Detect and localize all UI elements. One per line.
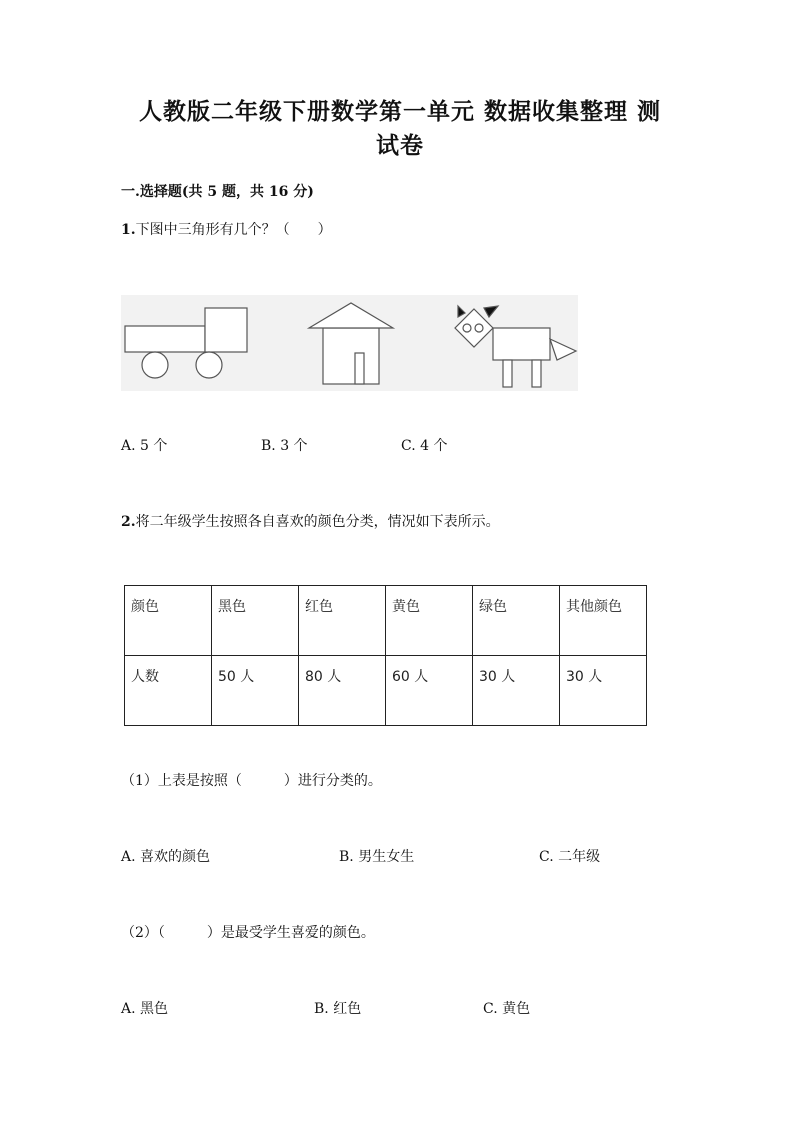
page-title-line2: 试卷 [376, 132, 424, 159]
table-cell: 30 人 [560, 656, 647, 726]
truck-cab [205, 308, 247, 352]
table-cell: 人数 [125, 656, 212, 726]
question-1-text: 下图中三角形有几个？（ ） [135, 222, 332, 238]
question-2-number: 2. [121, 514, 136, 530]
sub2-option-a[interactable]: A. 黑色 [121, 1001, 169, 1017]
question-2-text: 将二年级学生按照各自喜欢的颜色分类，情况如下表所示。 [135, 514, 500, 530]
table-cell: 80 人 [299, 656, 386, 726]
animal-leg [503, 360, 512, 387]
table-cell: 30 人 [473, 656, 560, 726]
animal-body [493, 328, 550, 360]
sub2-option-b[interactable]: B. 红色 [314, 1001, 362, 1017]
table-header-cell: 黄色 [386, 586, 473, 656]
q1-option-a[interactable]: A. 5 个 [121, 438, 168, 454]
q1-option-b[interactable]: B. 3 个 [261, 438, 308, 454]
question-2 [121, 511, 500, 531]
table-cell: 50 人 [212, 656, 299, 726]
table-header-cell: 其他颜色 [560, 586, 647, 656]
table-header-cell: 红色 [299, 586, 386, 656]
sub-question-2: （2）（ ）是最受学生喜爱的颜色。 [121, 925, 375, 941]
animal-eye [463, 324, 471, 332]
color-table [124, 585, 647, 726]
animal-eye [475, 324, 483, 332]
table-header-cell: 颜色 [125, 586, 212, 656]
section-heading: 一.选择题(共 5 题，共 16 分) [121, 184, 314, 200]
house-wall [323, 328, 379, 384]
animal-leg [532, 360, 541, 387]
truck-wheel [142, 352, 168, 378]
sub1-option-a[interactable]: A. 喜欢的颜色 [121, 849, 211, 865]
table-row [125, 586, 647, 656]
question-1-number: 1. [121, 222, 136, 238]
table-cell: 60 人 [386, 656, 473, 726]
sub1-option-b[interactable]: B. 男生女生 [339, 849, 415, 865]
sub2-option-c[interactable]: C. 黄色 [483, 1001, 531, 1017]
sub-question-1: （1）上表是按照（ ）进行分类的。 [121, 773, 382, 789]
sub1-option-c[interactable]: C. 二年级 [539, 849, 601, 865]
truck-wheel [196, 352, 222, 378]
q1-option-c[interactable]: C. 4 个 [401, 438, 448, 454]
house-door [355, 353, 364, 384]
shapes-figure [121, 295, 578, 391]
table-header-cell: 黑色 [212, 586, 299, 656]
question-1 [121, 219, 332, 239]
truck-body [125, 326, 205, 352]
table-header-cell: 绿色 [473, 586, 560, 656]
page-title: 人教版二年级下册数学第一单元 数据收集整理 测 [138, 98, 661, 125]
table-row [125, 656, 647, 726]
